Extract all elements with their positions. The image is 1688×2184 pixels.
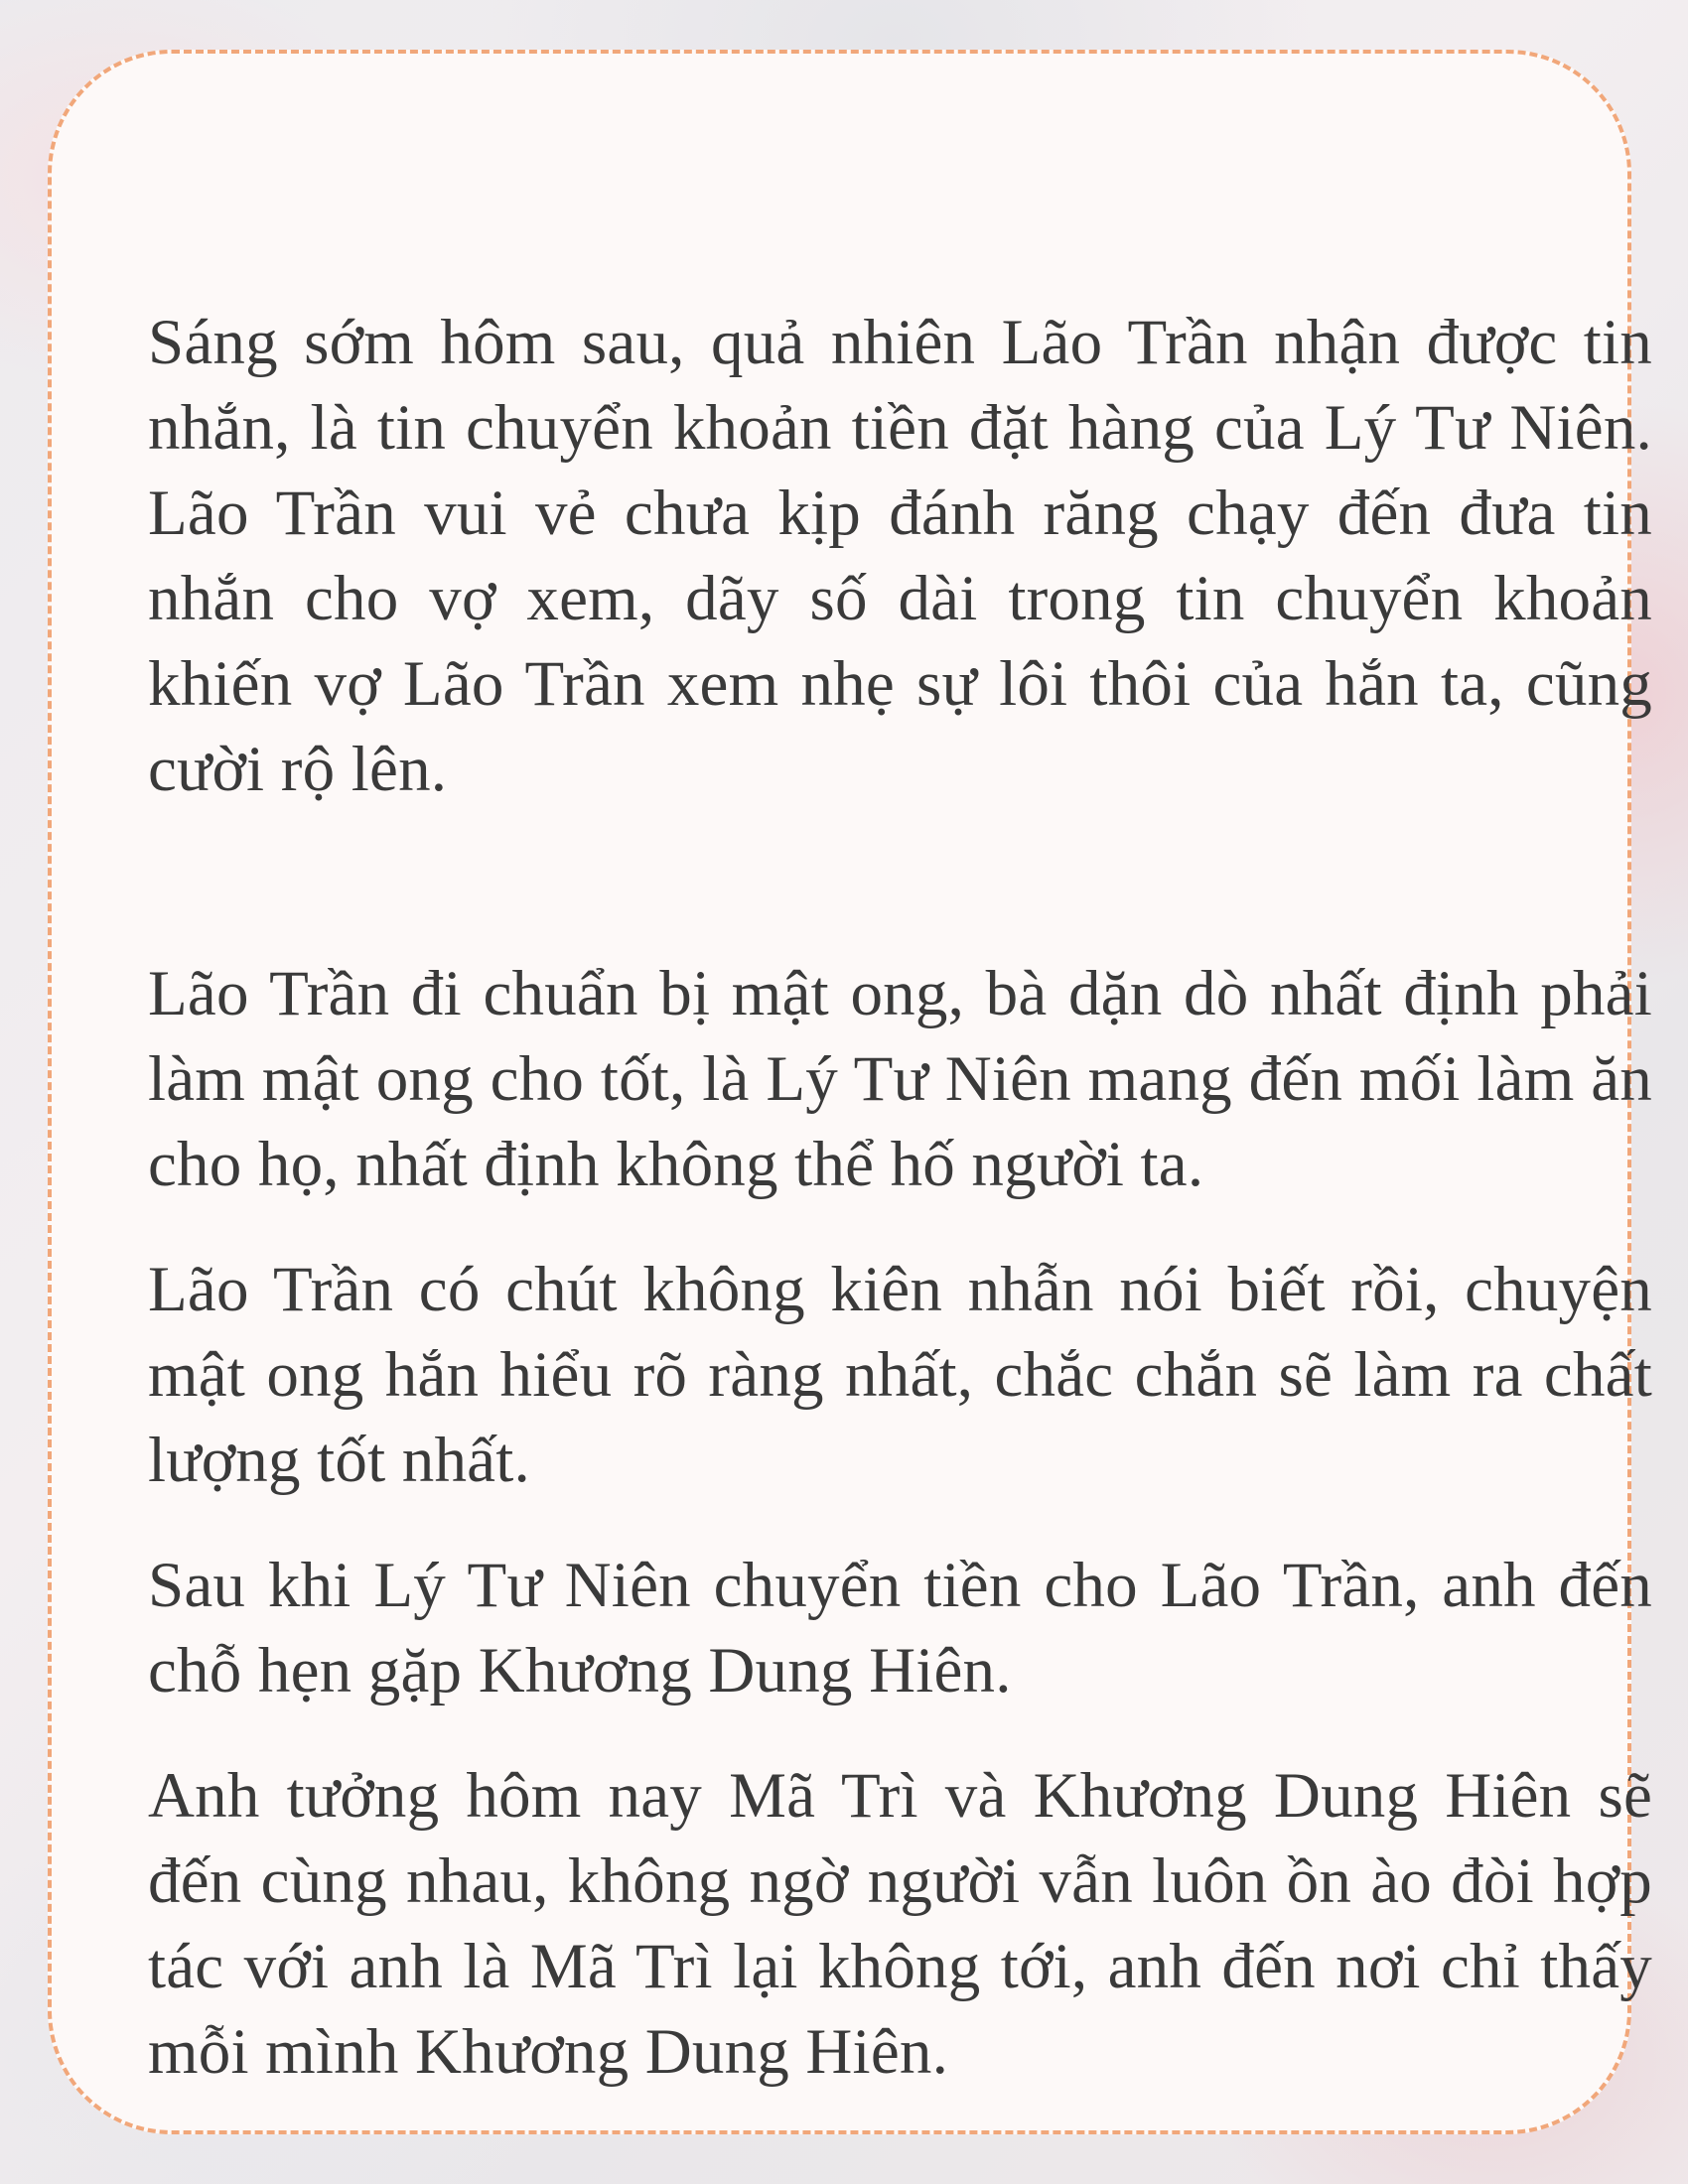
story-content [148,300,1652,2134]
text-card [48,50,1652,2134]
paragraph-2: Lão Trần đi chuẩn bị mật ong, bà dặn dò nhất định phải làm mật ong cho tốt, là Lý Tư Niên mang đến mối làm ăn cho họ, nhất định không thể hố người ta. [148,958,1652,1200]
paragraph-4: Sau khi Lý Tư Niên chuyển tiền cho Lão Trần, anh đến chỗ hẹn gặp Khương Dung Hiên. [148,1550,1652,1706]
paragraph-5: Anh tưởng hôm nay Mã Trì và Khương Dung Hiên sẽ đến cùng nhau, không ngờ người vẫn luôn ồn ào đòi hợp tác với anh là Mã Trì lại không tới, anh đến nơi chỉ thấy mỗi mình Khương Dung Hiên. [148,1760,1652,2088]
paragraph-1: Sáng sớm hôm sau, quả nhiên Lão Trần nhận được tin nhắn, là tin chuyển khoản tiền đặt hàng của Lý Tư Niên. Lão Trần vui vẻ chưa kịp đánh răng chạy đến đưa tin nhắn cho vợ xem, dãy số dài trong tin chuyển khoản khiến vợ Lão Trần xem nhẹ sự lôi thôi của hắn ta, cũng cười rộ lên. [148,307,1652,805]
paragraph-3: Lão Trần có chút không kiên nhẫn nói biết rồi, chuyện mật ong hắn hiểu rõ ràng nhất, chắc chắn sẽ làm ra chất lượng tốt nhất. [148,1254,1652,1496]
